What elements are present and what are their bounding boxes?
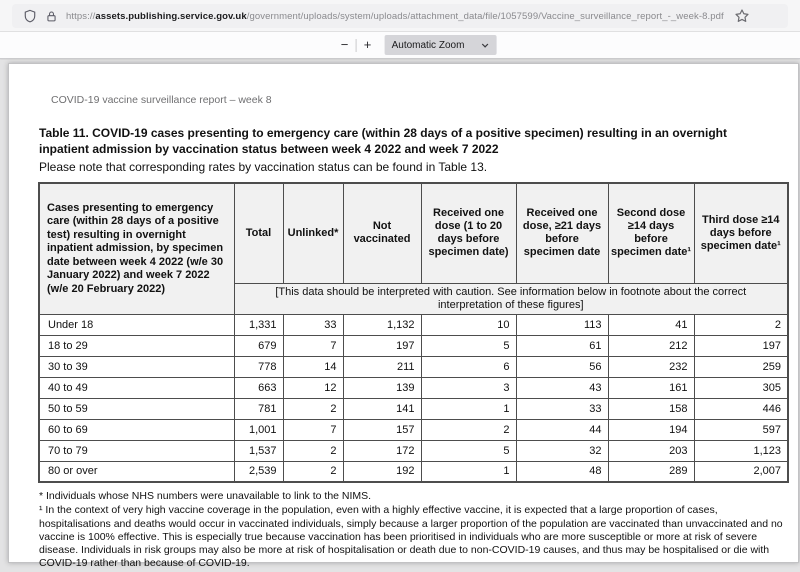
column-header: Second dose ≥14 days before specimen date¹ bbox=[608, 183, 694, 283]
footnote: ¹ In the context of very high vaccine coverage in the population, even with a highly effective vaccine, it is expected that a large proportion of cases, hospitalisations and deaths would occur in vaccinated individuals, simply because a larger proportion of the population are vaccinated than unvaccinated and no vaccine is 100% effective. This is especially true because vaccination has been prioritised in individuals who are more susceptible or more at risk of severe disease. Individuals in risk groups may also be more at risk of hospitalisation or death due to non-COVID-19 causes, and thus may be hospitalised or die with COVID-19 rather than because of COVID-19. bbox=[39, 504, 783, 570]
footnotes bbox=[39, 490, 784, 572]
row-label: 18 to 29 bbox=[39, 335, 234, 356]
cell-value: 44 bbox=[516, 419, 608, 440]
row-label: 70 to 79 bbox=[39, 440, 234, 461]
chevron-down-icon bbox=[480, 41, 489, 50]
cell-value: 2,007 bbox=[694, 461, 788, 482]
cell-value: 203 bbox=[608, 440, 694, 461]
column-header: Received one dose (1 to 20 days before specimen date) bbox=[421, 183, 516, 283]
cell-value: 211 bbox=[343, 356, 421, 377]
bookmark-star-icon[interactable] bbox=[734, 8, 750, 24]
cell-value: 7 bbox=[283, 335, 343, 356]
cell-value: 2,539 bbox=[234, 461, 283, 482]
row-label: Under 18 bbox=[39, 314, 234, 335]
toolbar-divider bbox=[356, 39, 357, 52]
column-header: Received one dose, ≥21 days before specimen date bbox=[516, 183, 608, 283]
table-row bbox=[39, 335, 788, 356]
row-label: 60 to 69 bbox=[39, 419, 234, 440]
zoom-level-value: Automatic Zoom bbox=[391, 39, 465, 51]
shield-icon[interactable] bbox=[22, 9, 37, 24]
cell-value: 1,132 bbox=[343, 314, 421, 335]
table-row bbox=[39, 356, 788, 377]
cell-value: 212 bbox=[608, 335, 694, 356]
cell-value: 157 bbox=[343, 419, 421, 440]
cell-value: 679 bbox=[234, 335, 283, 356]
cell-value: 113 bbox=[516, 314, 608, 335]
cell-value: 14 bbox=[283, 356, 343, 377]
cell-value: 33 bbox=[283, 314, 343, 335]
table-row bbox=[39, 440, 788, 461]
cell-value: 61 bbox=[516, 335, 608, 356]
table-row bbox=[39, 461, 788, 482]
cell-value: 7 bbox=[283, 419, 343, 440]
cell-value: 141 bbox=[343, 398, 421, 419]
table-row bbox=[39, 419, 788, 440]
cell-value: 259 bbox=[694, 356, 788, 377]
cell-value: 2 bbox=[283, 398, 343, 419]
cell-value: 597 bbox=[694, 419, 788, 440]
zoom-controls bbox=[336, 35, 497, 55]
url-bar[interactable] bbox=[12, 4, 788, 28]
cell-value: 1 bbox=[421, 461, 516, 482]
cell-value: 158 bbox=[608, 398, 694, 419]
cell-value: 1,123 bbox=[694, 440, 788, 461]
url-text[interactable] bbox=[66, 11, 724, 22]
table-row bbox=[39, 377, 788, 398]
url-path: /government/uploads/system/uploads/attachment_data/file/1057599/Vaccine_surveillance_report_-_week-8.pdf bbox=[246, 10, 724, 22]
cell-value: 5 bbox=[421, 440, 516, 461]
cell-value: 43 bbox=[516, 377, 608, 398]
row-label: 50 to 59 bbox=[39, 398, 234, 419]
column-header: Not vaccinated bbox=[343, 183, 421, 283]
cell-value: 32 bbox=[516, 440, 608, 461]
cell-value: 1 bbox=[421, 398, 516, 419]
cell-value: 2 bbox=[283, 440, 343, 461]
cell-value: 10 bbox=[421, 314, 516, 335]
cell-value: 446 bbox=[694, 398, 788, 419]
url-scheme: https:// bbox=[66, 10, 96, 22]
cell-value: 2 bbox=[694, 314, 788, 335]
cell-value: 197 bbox=[694, 335, 788, 356]
cell-value: 5 bbox=[421, 335, 516, 356]
cell-value: 197 bbox=[343, 335, 421, 356]
caution-note-cell: [This data should be interpreted with caution. See information below in footnote about the correct interpretation of these figures] bbox=[234, 283, 788, 314]
cell-value: 12 bbox=[283, 377, 343, 398]
column-header: Third dose ≥14 days before specimen date¹ bbox=[694, 183, 788, 283]
pdf-page bbox=[8, 63, 799, 570]
cell-value: 2 bbox=[421, 419, 516, 440]
cell-value: 192 bbox=[343, 461, 421, 482]
row-label: 80 or over bbox=[39, 461, 234, 482]
cell-value: 663 bbox=[234, 377, 283, 398]
zoom-level-select[interactable] bbox=[385, 35, 497, 55]
pdf-viewer-toolbar bbox=[0, 32, 800, 59]
cell-value: 289 bbox=[608, 461, 694, 482]
cell-value: 161 bbox=[608, 377, 694, 398]
cell-value: 1,331 bbox=[234, 314, 283, 335]
cell-value: 781 bbox=[234, 398, 283, 419]
cell-value: 778 bbox=[234, 356, 283, 377]
pdf-viewer-area bbox=[0, 60, 800, 570]
table-row bbox=[39, 314, 788, 335]
cell-value: 48 bbox=[516, 461, 608, 482]
running-header: COVID-19 vaccine surveillance report – week 8 bbox=[51, 94, 272, 106]
column-header: Unlinked* bbox=[283, 183, 343, 283]
browser-toolbar bbox=[0, 0, 800, 32]
cell-value: 6 bbox=[421, 356, 516, 377]
cell-value: 305 bbox=[694, 377, 788, 398]
zoom-out-button[interactable]: − bbox=[336, 35, 354, 55]
cell-value: 172 bbox=[343, 440, 421, 461]
row-header-cell: Cases presenting to emergency care (within 28 days of a positive test) resulting in overnight inpatient admission, by specimen date between week 4 2022 (w/e 30 January 2022) and week 7 2022 (w/e 20 February 2022) bbox=[39, 183, 234, 314]
cell-value: 41 bbox=[608, 314, 694, 335]
cell-value: 2 bbox=[283, 461, 343, 482]
data-table bbox=[38, 182, 789, 483]
zoom-in-button[interactable]: + bbox=[359, 35, 377, 55]
table-note: Please note that corresponding rates by vaccination status can be found in Table 13. bbox=[39, 160, 488, 174]
row-label: 30 to 39 bbox=[39, 356, 234, 377]
row-label: 40 to 49 bbox=[39, 377, 234, 398]
table-row bbox=[39, 398, 788, 419]
table-title: Table 11. COVID-19 cases presenting to emergency care (within 28 days of a positive specimen) resulting in an overnight inpatient admission by vaccination status between week 4 2022 and week 7 2022 bbox=[39, 126, 727, 156]
lock-icon[interactable] bbox=[44, 9, 59, 24]
cell-value: 194 bbox=[608, 419, 694, 440]
cell-value: 3 bbox=[421, 377, 516, 398]
cell-value: 56 bbox=[516, 356, 608, 377]
column-header: Total bbox=[234, 183, 283, 283]
cell-value: 1,001 bbox=[234, 419, 283, 440]
url-domain: assets.publishing.service.gov.uk bbox=[95, 10, 247, 22]
cell-value: 1,537 bbox=[234, 440, 283, 461]
table-container bbox=[38, 182, 789, 483]
cell-value: 232 bbox=[608, 356, 694, 377]
footnote: * Individuals whose NHS numbers were unavailable to link to the NIMS. bbox=[39, 490, 372, 502]
cell-value: 139 bbox=[343, 377, 421, 398]
cell-value: 33 bbox=[516, 398, 608, 419]
